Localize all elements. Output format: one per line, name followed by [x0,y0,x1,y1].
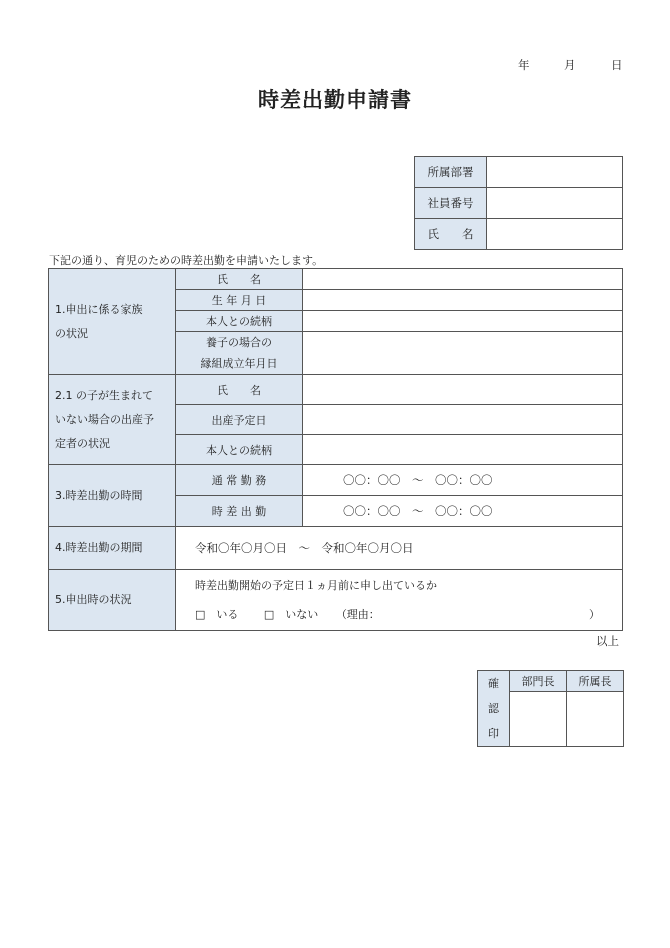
staggered-period-field[interactable]: 令和〇年〇月〇日 ～ 令和〇年〇月〇日 [176,527,623,570]
section5-content [176,570,623,631]
name-label: 氏 名 [415,219,487,250]
option-yes-checkbox[interactable]: □ いる [195,608,239,621]
section1-relation-label: 本人との続柄 [176,311,303,332]
section1-relation-field[interactable] [303,311,623,332]
date-day-label: 日 [611,58,623,72]
section1-title [49,269,176,375]
reason-close-paren: ） [589,608,600,621]
section2-name-label: 氏 名 [176,375,303,405]
staggered-work-time[interactable]: 〇〇：〇〇 ～ 〇〇：〇〇 [303,496,623,527]
section1-title-line1: 1.申出に係る家族 [55,302,143,316]
date-month-label: 月 [564,58,576,72]
closing-text: 以上 [596,634,619,648]
confirmation-label-char2: 認 [488,702,499,715]
section2-title-line3: 定者の状況 [55,436,110,450]
applicant-info-table [414,156,623,250]
section1-adoption-label [176,332,303,375]
section1-birth-label: 生 年 月 日 [176,290,303,311]
page-title: 時差出勤申請書 [258,88,412,112]
section1-name-field[interactable] [303,269,623,290]
section1-birth-field[interactable] [303,290,623,311]
dept-head-header: 部門長 [510,671,567,692]
section2-name-field[interactable] [303,375,623,405]
confirmation-stamp-table [477,670,624,747]
section1-adoption-label-line1: 養子の場合の [206,336,272,349]
section2-relation-label: 本人との続柄 [176,435,303,465]
confirmation-label [478,671,510,747]
section2-due-date-field[interactable] [303,405,623,435]
confirmation-label-char1: 確 [488,677,499,690]
employee-number-field[interactable] [487,188,623,219]
section5-title: 5.申出時の状況 [49,570,176,631]
date-year-label: 年 [518,58,530,72]
confirmation-label-char3: 印 [488,727,499,740]
section2-due-date-label: 出産予定日 [176,405,303,435]
section5-question: 時差出勤開始の予定日１ヵ月前に申し出ているか [195,579,437,592]
section2-title-line2: いない場合の出産予 [55,412,154,426]
section2-relation-field[interactable] [303,435,623,465]
section2-title [49,375,176,465]
office-head-header: 所属長 [567,671,624,692]
section4-title: 4.時差出勤の期間 [49,527,176,570]
section3-title: 3.時差出勤の時間 [49,465,176,527]
dept-head-stamp-box[interactable] [510,691,567,746]
option-no-checkbox[interactable]: □ いない [263,608,319,621]
normal-work-label: 通 常 勤 務 [176,465,303,496]
section2-title-line1: 2.1 の子が生まれて [55,388,153,402]
intro-text: 下記の通り、育児のための時差出勤を申請いたします。 [49,254,324,267]
staggered-work-label: 時 差 出 勤 [176,496,303,527]
department-field[interactable] [487,157,623,188]
reason-label: （理由： [335,608,380,621]
normal-work-time[interactable]: 〇〇：〇〇 ～ 〇〇：〇〇 [303,465,623,496]
section1-title-line2: の状況 [55,326,88,340]
section1-adoption-label-line2: 縁組成立年月日 [200,357,278,370]
department-label: 所属部署 [415,157,487,188]
application-table [48,268,623,631]
employee-number-label: 社員番号 [415,188,487,219]
section5-options [195,601,622,629]
section1-adoption-field[interactable] [303,332,623,375]
office-head-stamp-box[interactable] [567,691,624,746]
name-field[interactable] [487,219,623,250]
section1-name-label: 氏 名 [176,269,303,290]
